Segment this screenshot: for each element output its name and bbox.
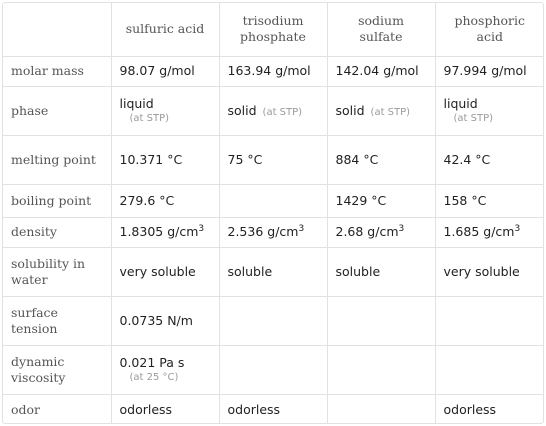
table-row-phase <box>3 86 544 135</box>
cell-dynamic-viscosity-sulfuric-acid <box>111 345 219 394</box>
cell-boiling-point-sulfuric-acid: 279.6 °C <box>111 184 219 217</box>
phase-condition-note: (at STP) <box>370 106 411 118</box>
density-exponent: 3 <box>298 223 305 234</box>
properties-table <box>3 3 544 424</box>
table-row-surface-tension <box>3 296 544 345</box>
viscosity-condition-note: (at 25 °C) <box>129 371 179 383</box>
cell-solubility-sulfuric-acid: very soluble <box>111 247 219 296</box>
cell-surface-tension-trisodium-phosphate <box>219 296 327 345</box>
density-exponent: 3 <box>398 223 405 234</box>
column-header-sulfuric-acid: sulfuric acid <box>111 3 219 56</box>
viscosity-value: 0.021 Pa s <box>119 354 185 370</box>
row-label-molar-mass: molar mass <box>3 56 111 86</box>
cell-boiling-point-trisodium-phosphate <box>219 184 327 217</box>
cell-phase-sodium-sulfate <box>327 86 435 135</box>
phase-value: liquid <box>443 95 478 111</box>
cell-odor-trisodium-phosphate: odorless <box>219 394 327 424</box>
cell-melting-point-trisodium-phosphate: 75 °C <box>219 135 327 184</box>
row-label-boiling-point: boiling point <box>3 184 111 217</box>
cell-molar-mass-phosphoric-acid: 97.994 g/mol <box>435 56 544 86</box>
cell-solubility-sodium-sulfate: soluble <box>327 247 435 296</box>
table-row-melting-point <box>3 135 544 184</box>
table-row-solubility <box>3 247 544 296</box>
table-row-molar-mass <box>3 56 544 86</box>
cell-melting-point-sodium-sulfate: 884 °C <box>327 135 435 184</box>
density-value: 2.68 g/cm <box>335 224 399 239</box>
row-label-density: density <box>3 217 111 247</box>
cell-surface-tension-sulfuric-acid: 0.0735 N/m <box>111 296 219 345</box>
cell-density-sodium-sulfate <box>327 217 435 247</box>
table-row-density <box>3 217 544 247</box>
table-row-boiling-point <box>3 184 544 217</box>
density-value: 1.685 g/cm <box>443 224 515 239</box>
cell-density-phosphoric-acid <box>435 217 544 247</box>
cell-surface-tension-phosphoric-acid <box>435 296 544 345</box>
row-label-phase: phase <box>3 86 111 135</box>
row-label-surface-tension: surface tension <box>3 296 111 345</box>
column-header-trisodium-phosphate: trisodium phosphate <box>219 3 327 56</box>
cell-odor-phosphoric-acid: odorless <box>435 394 544 424</box>
cell-melting-point-sulfuric-acid: 10.371 °C <box>111 135 219 184</box>
cell-odor-sodium-sulfate <box>327 394 435 424</box>
cell-melting-point-phosphoric-acid: 42.4 °C <box>435 135 544 184</box>
cell-density-trisodium-phosphate <box>219 217 327 247</box>
cell-molar-mass-sulfuric-acid: 98.07 g/mol <box>111 56 219 86</box>
phase-value: solid <box>227 102 257 118</box>
row-label-melting-point: melting point <box>3 135 111 184</box>
cell-surface-tension-sodium-sulfate <box>327 296 435 345</box>
phase-value: liquid <box>119 95 154 111</box>
cell-boiling-point-sodium-sulfate: 1429 °C <box>327 184 435 217</box>
table-row-dynamic-viscosity <box>3 345 544 394</box>
column-header-sodium-sulfate: sodium sulfate <box>327 3 435 56</box>
density-exponent: 3 <box>198 223 205 234</box>
cell-boiling-point-phosphoric-acid: 158 °C <box>435 184 544 217</box>
phase-value: solid <box>335 102 365 118</box>
cell-dynamic-viscosity-sodium-sulfate <box>327 345 435 394</box>
cell-molar-mass-sodium-sulfate: 142.04 g/mol <box>327 56 435 86</box>
cell-density-sulfuric-acid <box>111 217 219 247</box>
header-row <box>3 3 544 56</box>
corner-cell <box>3 3 111 56</box>
cell-solubility-trisodium-phosphate: soluble <box>219 247 327 296</box>
cell-phase-trisodium-phosphate <box>219 86 327 135</box>
cell-dynamic-viscosity-phosphoric-acid <box>435 345 544 394</box>
column-header-phosphoric-acid: phosphoric acid <box>435 3 544 56</box>
table-row-odor <box>3 394 544 424</box>
cell-dynamic-viscosity-trisodium-phosphate <box>219 345 327 394</box>
properties-table-container <box>2 2 544 424</box>
phase-condition-note: (at STP) <box>129 112 170 124</box>
cell-phase-sulfuric-acid <box>111 86 219 135</box>
cell-solubility-phosphoric-acid: very soluble <box>435 247 544 296</box>
density-value: 1.8305 g/cm <box>119 224 199 239</box>
phase-condition-note: (at STP) <box>453 112 494 124</box>
density-value: 2.536 g/cm <box>227 224 299 239</box>
row-label-solubility: solubility in water <box>3 247 111 296</box>
row-label-odor: odor <box>3 394 111 424</box>
cell-odor-sulfuric-acid: odorless <box>111 394 219 424</box>
row-label-dynamic-viscosity: dynamic viscosity <box>3 345 111 394</box>
cell-phase-phosphoric-acid <box>435 86 544 135</box>
density-exponent: 3 <box>514 223 521 234</box>
phase-condition-note: (at STP) <box>262 106 303 118</box>
cell-molar-mass-trisodium-phosphate: 163.94 g/mol <box>219 56 327 86</box>
